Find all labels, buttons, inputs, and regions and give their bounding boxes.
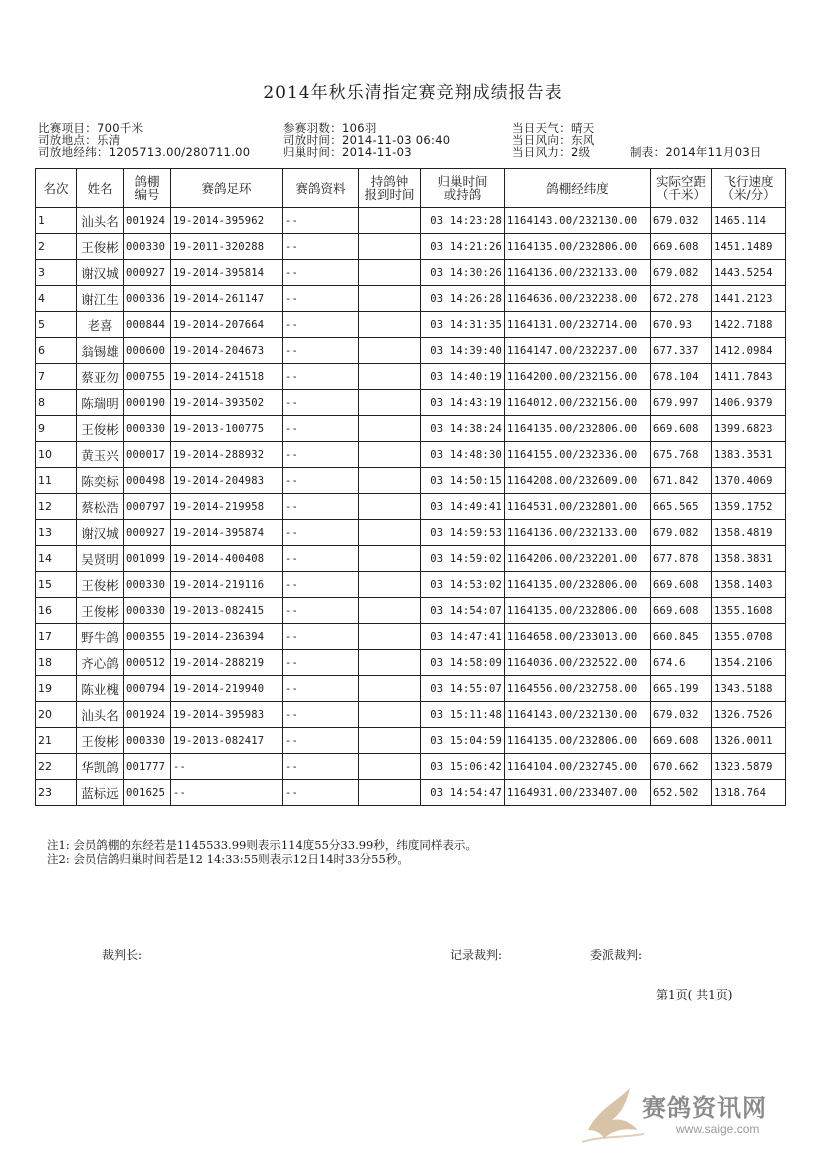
cell-name: 谢汉城 [77, 520, 124, 546]
table-row [36, 546, 786, 572]
cell-loft: 001924 [124, 208, 171, 234]
cell-arrive: 03 14:55:07 [421, 676, 505, 702]
cell-speed: 1326.0011 [712, 728, 786, 754]
cell-loft: 000330 [124, 234, 171, 260]
cell-arrive: 03 14:31:35 [421, 312, 505, 338]
cell-rank: 1 [36, 208, 77, 234]
cell-arrive: 03 14:54:47 [421, 780, 505, 806]
table-row [36, 234, 786, 260]
cell-distance: 670.662 [651, 754, 712, 780]
cell-arrive: 03 14:26:28 [421, 286, 505, 312]
cell-name: 陈奕标 [77, 468, 124, 494]
info-release-place: 司放地点：乐清 [38, 133, 121, 147]
cell-coords: 1164208.00/232609.00 [505, 468, 651, 494]
cell-speed: 1343.5188 [712, 676, 786, 702]
cell-name: 汕头名 [77, 208, 124, 234]
cell-ring: 19-2014-241518 [171, 364, 283, 390]
cell-rank: 7 [36, 364, 77, 390]
cell-rank: 10 [36, 442, 77, 468]
cell-arrive: 03 14:59:02 [421, 546, 505, 572]
cell-name: 蔡亚勿 [77, 364, 124, 390]
cell-info: -- [283, 650, 359, 676]
cell-speed: 1354.2106 [712, 650, 786, 676]
cell-ring: 19-2014-288219 [171, 650, 283, 676]
cell-arrive: 03 14:48:30 [421, 442, 505, 468]
table-row [36, 676, 786, 702]
cell-speed: 1383.3531 [712, 442, 786, 468]
cell-name: 王俊彬 [77, 572, 124, 598]
signature-chief: 裁判长: [102, 948, 143, 962]
cell-distance: 675.768 [651, 442, 712, 468]
cell-name: 王俊彬 [77, 416, 124, 442]
table-row [36, 416, 786, 442]
header-coords: 鸽棚经纬度 [505, 169, 651, 208]
cell-arrive: 03 14:47:41 [421, 624, 505, 650]
cell-clock [359, 650, 421, 676]
cell-distance: 679.032 [651, 702, 712, 728]
cell-ring: -- [171, 780, 283, 806]
cell-rank: 18 [36, 650, 77, 676]
cell-speed: 1422.7188 [712, 312, 786, 338]
cell-coords: 1164135.00/232806.00 [505, 598, 651, 624]
cell-distance: 672.278 [651, 286, 712, 312]
cell-coords: 1164135.00/232806.00 [505, 728, 651, 754]
cell-rank: 9 [36, 416, 77, 442]
cell-info: -- [283, 702, 359, 728]
info-entries: 参赛羽数：106羽 [283, 121, 377, 135]
cell-name: 谢江生 [77, 286, 124, 312]
cell-distance: 677.878 [651, 546, 712, 572]
cell-arrive: 03 15:04:59 [421, 728, 505, 754]
cell-ring: 19-2014-395814 [171, 260, 283, 286]
cell-coords: 1164136.00/232133.00 [505, 520, 651, 546]
cell-loft: 000600 [124, 338, 171, 364]
cell-name: 王俊彬 [77, 234, 124, 260]
table-row [36, 468, 786, 494]
cell-distance: 678.104 [651, 364, 712, 390]
cell-speed: 1406.9379 [712, 390, 786, 416]
cell-distance: 679.997 [651, 390, 712, 416]
table-row [36, 208, 786, 234]
cell-arrive: 03 15:06:42 [421, 754, 505, 780]
cell-rank: 8 [36, 390, 77, 416]
cell-arrive: 03 14:59:53 [421, 520, 505, 546]
info-release-coords: 司放地经纬：1205713.00/280711.00 [38, 145, 251, 159]
info-block-weather [512, 122, 595, 158]
header-info: 赛鸽资料 [283, 169, 359, 208]
cell-rank: 5 [36, 312, 77, 338]
cell-coords: 1164147.00/232237.00 [505, 338, 651, 364]
cell-ring: 19-2014-288932 [171, 442, 283, 468]
cell-rank: 20 [36, 702, 77, 728]
watermark-name: 赛鸽资讯网 [642, 1094, 767, 1122]
cell-speed: 1326.7526 [712, 702, 786, 728]
cell-ring: 19-2013-082417 [171, 728, 283, 754]
cell-clock [359, 546, 421, 572]
cell-info: -- [283, 208, 359, 234]
cell-arrive: 03 14:53:02 [421, 572, 505, 598]
cell-ring: 19-2014-219940 [171, 676, 283, 702]
cell-speed: 1443.5254 [712, 260, 786, 286]
cell-rank: 6 [36, 338, 77, 364]
cell-clock [359, 494, 421, 520]
cell-speed: 1318.764 [712, 780, 786, 806]
cell-arrive: 03 14:58:09 [421, 650, 505, 676]
cell-loft: 000017 [124, 442, 171, 468]
cell-coords: 1164135.00/232806.00 [505, 234, 651, 260]
cell-loft: 000355 [124, 624, 171, 650]
cell-ring: 19-2014-204983 [171, 468, 283, 494]
cell-info: -- [283, 728, 359, 754]
cell-arrive: 03 14:49:41 [421, 494, 505, 520]
table-row [36, 286, 786, 312]
cell-distance: 679.082 [651, 260, 712, 286]
cell-info: -- [283, 442, 359, 468]
cell-rank: 13 [36, 520, 77, 546]
info-wind-force: 当日风力：2级 [512, 145, 591, 159]
cell-loft: 001625 [124, 780, 171, 806]
cell-distance: 677.337 [651, 338, 712, 364]
results-body [36, 208, 786, 806]
cell-info: -- [283, 364, 359, 390]
cell-distance: 669.608 [651, 572, 712, 598]
notes [47, 838, 477, 866]
cell-coords: 1164012.00/232156.00 [505, 390, 651, 416]
cell-info: -- [283, 754, 359, 780]
cell-clock [359, 572, 421, 598]
cell-info: -- [283, 286, 359, 312]
cell-arrive: 03 14:39:40 [421, 338, 505, 364]
cell-coords: 1164143.00/232130.00 [505, 208, 651, 234]
cell-loft: 000755 [124, 364, 171, 390]
table-row [36, 260, 786, 286]
cell-distance: 669.608 [651, 234, 712, 260]
info-block-event [38, 122, 250, 158]
cell-distance: 669.608 [651, 728, 712, 754]
cell-distance: 670.93 [651, 312, 712, 338]
header-clock: 持鸽钟 报到时间 [359, 169, 421, 208]
cell-loft: 000844 [124, 312, 171, 338]
cell-name: 王俊彬 [77, 598, 124, 624]
cell-clock [359, 520, 421, 546]
cell-rank: 23 [36, 780, 77, 806]
cell-name: 齐心鸽 [77, 650, 124, 676]
table-row [36, 338, 786, 364]
cell-rank: 4 [36, 286, 77, 312]
cell-ring: 19-2014-393502 [171, 390, 283, 416]
cell-speed: 1370.4069 [712, 468, 786, 494]
cell-rank: 14 [36, 546, 77, 572]
cell-name: 蔡松浩 [77, 494, 124, 520]
cell-speed: 1399.6823 [712, 416, 786, 442]
cell-name: 华凯鸽 [77, 754, 124, 780]
cell-name: 王俊彬 [77, 728, 124, 754]
cell-coords: 1164135.00/232806.00 [505, 416, 651, 442]
cell-speed: 1451.1489 [712, 234, 786, 260]
header-ring: 赛鸽足环 [171, 169, 283, 208]
cell-clock [359, 442, 421, 468]
cell-distance: 674.6 [651, 650, 712, 676]
header-arrive: 归巢时间 或持鸽 [421, 169, 505, 208]
cell-speed: 1358.4819 [712, 520, 786, 546]
cell-clock [359, 260, 421, 286]
cell-loft: 000927 [124, 520, 171, 546]
cell-arrive: 03 14:40:19 [421, 364, 505, 390]
cell-name: 吴贤明 [77, 546, 124, 572]
cell-rank: 19 [36, 676, 77, 702]
cell-rank: 11 [36, 468, 77, 494]
table-row [36, 494, 786, 520]
cell-ring: 19-2013-082415 [171, 598, 283, 624]
cell-name: 翁锡雄 [77, 338, 124, 364]
cell-coords: 1164556.00/232758.00 [505, 676, 651, 702]
cell-clock [359, 338, 421, 364]
cell-ring: 19-2014-207664 [171, 312, 283, 338]
cell-info: -- [283, 572, 359, 598]
cell-clock [359, 702, 421, 728]
pigeon-logo-icon [578, 1080, 648, 1150]
cell-clock [359, 598, 421, 624]
cell-coords: 1164931.00/233407.00 [505, 780, 651, 806]
cell-coords: 1164531.00/232801.00 [505, 494, 651, 520]
cell-speed: 1411.7843 [712, 364, 786, 390]
cell-info: -- [283, 494, 359, 520]
cell-speed: 1355.0708 [712, 624, 786, 650]
table-row [36, 754, 786, 780]
cell-speed: 1358.1403 [712, 572, 786, 598]
cell-arrive: 03 14:50:15 [421, 468, 505, 494]
cell-arrive: 03 14:54:07 [421, 598, 505, 624]
cell-name: 谢汉城 [77, 260, 124, 286]
cell-loft: 000794 [124, 676, 171, 702]
cell-coords: 1164143.00/232130.00 [505, 702, 651, 728]
cell-ring: -- [171, 754, 283, 780]
cell-speed: 1465.114 [712, 208, 786, 234]
cell-coords: 1164636.00/232238.00 [505, 286, 651, 312]
cell-distance: 652.502 [651, 780, 712, 806]
cell-loft: 000797 [124, 494, 171, 520]
cell-clock [359, 416, 421, 442]
cell-rank: 21 [36, 728, 77, 754]
cell-name: 野牛鸽 [77, 624, 124, 650]
cell-name: 老喜 [77, 312, 124, 338]
page-number: 第1页( 共1页) [656, 988, 733, 1002]
info-release-time: 司放时间：2014-11-03 06:40 [283, 133, 451, 147]
cell-loft: 001924 [124, 702, 171, 728]
table-row [36, 312, 786, 338]
cell-info: -- [283, 312, 359, 338]
cell-coords: 1164036.00/232522.00 [505, 650, 651, 676]
cell-ring: 19-2014-204673 [171, 338, 283, 364]
cell-clock [359, 624, 421, 650]
cell-arrive: 03 15:11:48 [421, 702, 505, 728]
cell-info: -- [283, 676, 359, 702]
cell-ring: 19-2014-395962 [171, 208, 283, 234]
header-name: 姓名 [77, 169, 124, 208]
cell-loft: 000336 [124, 286, 171, 312]
cell-clock [359, 208, 421, 234]
signature-delegate: 委派裁判: [590, 948, 643, 962]
header-loft: 鸽棚 编号 [124, 169, 171, 208]
cell-ring: 19-2014-219958 [171, 494, 283, 520]
cell-arrive: 03 14:43:19 [421, 390, 505, 416]
table-row [36, 572, 786, 598]
table-row [36, 728, 786, 754]
table-row [36, 650, 786, 676]
table-row [36, 364, 786, 390]
cell-arrive: 03 14:21:26 [421, 234, 505, 260]
note-2: 注2: 会员信鸽归巢时间若是12 14:33:55则表示12日14时33分55秒。 [47, 852, 409, 866]
cell-info: -- [283, 234, 359, 260]
cell-info: -- [283, 468, 359, 494]
cell-speed: 1323.5879 [712, 754, 786, 780]
cell-coords: 1164104.00/232745.00 [505, 754, 651, 780]
note-1: 注1: 会员鸽棚的东经若是1145533.99则表示114度55分33.99秒，纬度同样表示。 [47, 838, 477, 852]
info-wind-direction: 当日风向：东风 [512, 133, 595, 147]
cell-loft: 000330 [124, 598, 171, 624]
signature-recorder: 记录裁判: [450, 948, 503, 962]
cell-ring: 19-2014-395983 [171, 702, 283, 728]
cell-distance: 669.608 [651, 598, 712, 624]
cell-info: -- [283, 546, 359, 572]
table-row [36, 702, 786, 728]
cell-info: -- [283, 780, 359, 806]
cell-loft: 000190 [124, 390, 171, 416]
header-speed: 飞行速度 （米/分） [712, 169, 786, 208]
cell-ring: 19-2014-261147 [171, 286, 283, 312]
table-header-row [36, 169, 786, 208]
cell-arrive: 03 14:38:24 [421, 416, 505, 442]
report-title: 2014年秋乐清指定赛竞翔成绩报告表 [263, 83, 563, 103]
cell-ring: 19-2014-395874 [171, 520, 283, 546]
table-row [36, 780, 786, 806]
info-block-times [283, 122, 450, 158]
header-distance: 实际空距 （千米） [651, 169, 712, 208]
cell-ring: 19-2014-400408 [171, 546, 283, 572]
cell-distance: 660.845 [651, 624, 712, 650]
cell-clock [359, 390, 421, 416]
cell-coords: 1164131.00/232714.00 [505, 312, 651, 338]
cell-loft: 001099 [124, 546, 171, 572]
cell-coords: 1164155.00/232336.00 [505, 442, 651, 468]
cell-distance: 679.032 [651, 208, 712, 234]
header-rank: 名次 [36, 169, 77, 208]
cell-clock [359, 234, 421, 260]
cell-loft: 000927 [124, 260, 171, 286]
info-event: 比赛项目：700千米 [38, 121, 144, 135]
cell-clock [359, 728, 421, 754]
table-row [36, 442, 786, 468]
cell-loft: 001777 [124, 754, 171, 780]
cell-rank: 22 [36, 754, 77, 780]
cell-rank: 2 [36, 234, 77, 260]
cell-clock [359, 676, 421, 702]
table-row [36, 520, 786, 546]
cell-clock [359, 312, 421, 338]
watermark-url: www.saige.com [676, 1122, 760, 1136]
cell-loft: 000330 [124, 416, 171, 442]
cell-distance: 665.199 [651, 676, 712, 702]
cell-name: 汕头名 [77, 702, 124, 728]
cell-rank: 3 [36, 260, 77, 286]
cell-speed: 1441.2123 [712, 286, 786, 312]
cell-rank: 12 [36, 494, 77, 520]
cell-clock [359, 780, 421, 806]
cell-coords: 1164200.00/232156.00 [505, 364, 651, 390]
cell-clock [359, 286, 421, 312]
table-row [36, 598, 786, 624]
cell-coords: 1164206.00/232201.00 [505, 546, 651, 572]
cell-coords: 1164658.00/233013.00 [505, 624, 651, 650]
cell-name: 蓝标远 [77, 780, 124, 806]
info-weather: 当日天气：晴天 [512, 121, 595, 135]
cell-rank: 15 [36, 572, 77, 598]
cell-distance: 665.565 [651, 494, 712, 520]
table-row [36, 390, 786, 416]
info-return-date: 归巢时间：2014-11-03 [283, 145, 412, 159]
cell-clock [359, 364, 421, 390]
cell-ring: 19-2013-100775 [171, 416, 283, 442]
cell-loft: 000498 [124, 468, 171, 494]
cell-speed: 1355.1608 [712, 598, 786, 624]
cell-name: 黄玉兴 [77, 442, 124, 468]
cell-coords: 1164136.00/232133.00 [505, 260, 651, 286]
cell-info: -- [283, 260, 359, 286]
cell-clock [359, 468, 421, 494]
cell-ring: 19-2014-236394 [171, 624, 283, 650]
cell-clock [359, 754, 421, 780]
cell-arrive: 03 14:30:26 [421, 260, 505, 286]
cell-loft: 000512 [124, 650, 171, 676]
cell-loft: 000330 [124, 572, 171, 598]
cell-speed: 1412.0984 [712, 338, 786, 364]
cell-rank: 17 [36, 624, 77, 650]
cell-name: 陈业槐 [77, 676, 124, 702]
cell-ring: 19-2011-320288 [171, 234, 283, 260]
table-row [36, 624, 786, 650]
cell-distance: 671.842 [651, 468, 712, 494]
cell-info: -- [283, 598, 359, 624]
cell-name: 陈瑞明 [77, 390, 124, 416]
results-table [35, 168, 786, 806]
cell-arrive: 03 14:23:28 [421, 208, 505, 234]
cell-coords: 1164135.00/232806.00 [505, 572, 651, 598]
watermark [578, 1080, 788, 1150]
cell-loft: 000330 [124, 728, 171, 754]
cell-rank: 16 [36, 598, 77, 624]
cell-distance: 669.608 [651, 416, 712, 442]
cell-speed: 1359.1752 [712, 494, 786, 520]
info-made-date: 制表：2014年11月03日 [630, 145, 762, 159]
cell-info: -- [283, 624, 359, 650]
cell-ring: 19-2014-219116 [171, 572, 283, 598]
cell-distance: 679.082 [651, 520, 712, 546]
cell-info: -- [283, 390, 359, 416]
cell-info: -- [283, 416, 359, 442]
cell-speed: 1358.3831 [712, 546, 786, 572]
cell-info: -- [283, 520, 359, 546]
cell-info: -- [283, 338, 359, 364]
